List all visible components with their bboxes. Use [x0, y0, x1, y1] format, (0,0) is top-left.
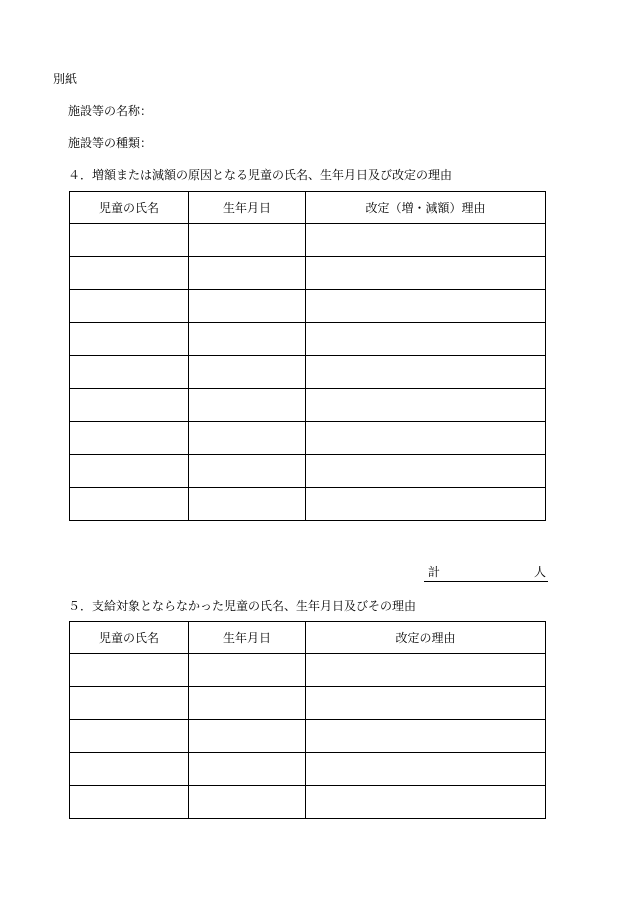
table-row	[70, 654, 546, 687]
facility-type-label: 施設等の種類：	[68, 136, 153, 150]
column-header-child-name: 児童の氏名	[70, 192, 189, 224]
birthdate-cell	[189, 389, 306, 422]
reason-cell	[306, 224, 546, 257]
birthdate-cell	[189, 753, 306, 786]
reason-cell	[306, 687, 546, 720]
table-row	[70, 323, 546, 356]
table-row	[70, 290, 546, 323]
child-name-cell	[70, 753, 189, 786]
birthdate-cell	[189, 488, 306, 521]
reason-cell	[306, 356, 546, 389]
total-label: 計	[428, 565, 441, 579]
reason-cell	[306, 488, 546, 521]
total-unit: 人	[533, 565, 546, 579]
column-header-child-name: 児童の氏名	[70, 622, 189, 654]
reason-cell	[306, 654, 546, 687]
table-row	[70, 753, 546, 786]
column-header-reason: 改定の理由	[306, 622, 546, 654]
reason-cell	[306, 753, 546, 786]
birthdate-cell	[189, 786, 306, 819]
child-name-cell	[70, 290, 189, 323]
birthdate-cell	[189, 356, 306, 389]
column-header-birthdate: 生年月日	[189, 622, 306, 654]
birthdate-cell	[189, 687, 306, 720]
child-name-cell	[70, 654, 189, 687]
child-name-cell	[70, 323, 189, 356]
reason-cell	[306, 455, 546, 488]
child-name-cell	[70, 720, 189, 753]
birthdate-cell	[189, 290, 306, 323]
section5-heading: ５．支給対象とならなかった児童の氏名、生年月日及びその理由	[68, 599, 417, 613]
table-row	[70, 356, 546, 389]
child-name-cell	[70, 224, 189, 257]
table-row	[70, 224, 546, 257]
child-name-cell	[70, 257, 189, 290]
child-name-cell	[70, 455, 189, 488]
birthdate-cell	[189, 257, 306, 290]
section5-table	[69, 621, 546, 819]
child-name-cell	[70, 356, 189, 389]
birthdate-cell	[189, 422, 306, 455]
section4-heading: ４．増額または減額の原因となる児童の氏名、生年月日及び改定の理由	[68, 168, 453, 182]
table-row	[70, 786, 546, 819]
table-row	[70, 455, 546, 488]
table-row	[70, 687, 546, 720]
birthdate-cell	[189, 720, 306, 753]
child-name-cell	[70, 389, 189, 422]
reason-cell	[306, 389, 546, 422]
child-name-cell	[70, 786, 189, 819]
birthdate-cell	[189, 224, 306, 257]
birthdate-cell	[189, 654, 306, 687]
child-name-cell	[70, 488, 189, 521]
table-row	[70, 422, 546, 455]
table-row	[70, 389, 546, 422]
table-row	[70, 488, 546, 521]
column-header-birthdate: 生年月日	[189, 192, 306, 224]
reason-cell	[306, 786, 546, 819]
reason-cell	[306, 422, 546, 455]
reason-cell	[306, 290, 546, 323]
reason-cell	[306, 257, 546, 290]
total-count-line	[424, 565, 548, 582]
column-header-reason: 改定（増・減額）理由	[306, 192, 546, 224]
reason-cell	[306, 720, 546, 753]
table-row	[70, 257, 546, 290]
reason-cell	[306, 323, 546, 356]
child-name-cell	[70, 422, 189, 455]
facility-name-label: 施設等の名称：	[68, 104, 153, 118]
section4-table	[69, 191, 546, 521]
attachment-label: 別紙	[53, 72, 78, 86]
birthdate-cell	[189, 323, 306, 356]
birthdate-cell	[189, 455, 306, 488]
table-row	[70, 720, 546, 753]
child-name-cell	[70, 687, 189, 720]
